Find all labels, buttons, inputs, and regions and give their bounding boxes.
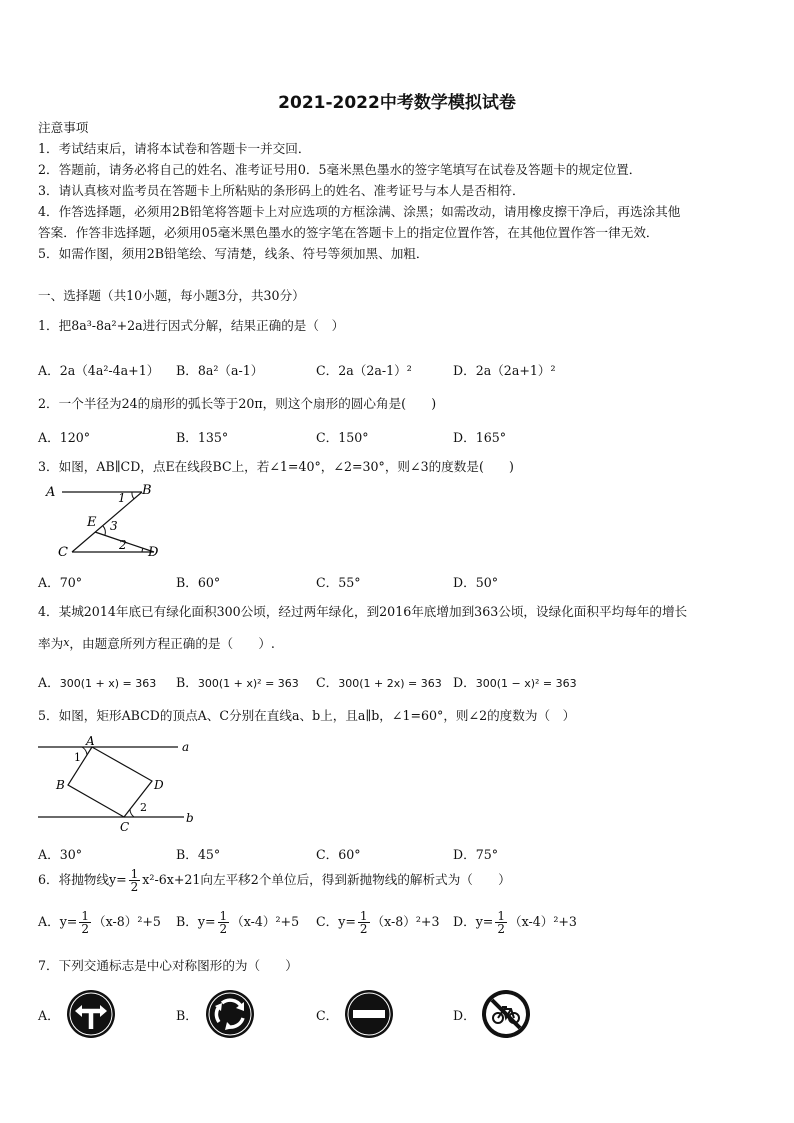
frac-den: 2	[359, 922, 368, 936]
angle-2-label: 2	[140, 801, 147, 814]
label-b: B	[56, 778, 65, 792]
option-prefix: C．y=	[316, 914, 356, 929]
q6-stem-part: 6．将抛物线y=	[38, 872, 127, 887]
option-prefix: D．y=	[453, 914, 494, 929]
no-bicycle-sign-icon[interactable]	[481, 989, 531, 1039]
frac-num: 1	[219, 909, 228, 923]
question-5-stem: 5．如图，矩形ABCD的顶点A、C分别在直线a、b上，且a∥b，∠1=60°，则∠2的度数为（ ）	[38, 708, 576, 723]
q1-option-b[interactable]: B．8a²（a-1）	[176, 363, 264, 378]
option-equation: 300(1 + x) = 363	[59, 677, 157, 690]
notice-item: 3．请认真核对监考员在答题卡上所粘贴的条形码上的姓名、准考证号与本人是否相符．	[38, 183, 525, 198]
question-4-stem: 4．某城2014年底已有绿化面积300公顷，经过两年绿化，到2016年底增加到363公顷，设绿化面积平均每年的增长	[38, 604, 688, 619]
frac-den: 2	[81, 922, 89, 936]
q1-option-d[interactable]: D．2a（2a+1）²	[453, 363, 556, 378]
q5-option-a[interactable]: A．30°	[38, 847, 83, 862]
option-suffix: （x-4）²+5	[231, 914, 300, 929]
q7-option-b-letter[interactable]: B．	[176, 1008, 198, 1023]
q6-option-a[interactable]	[38, 910, 161, 935]
notice-item: 4．作答选择题，必须用2B铅笔将答题卡上对应选项的方框涂满、涂黑；如需改动，请用橡皮擦干净后，再选涂其他	[38, 204, 681, 219]
label-c: C	[58, 545, 68, 560]
option-letter: A．	[38, 675, 60, 690]
option-prefix: B．y=	[176, 914, 216, 929]
notice-item: 答案．作答非选择题，必须用05毫米黑色墨水的签字笔在答题卡上的指定位置作答，在其他位置作答一律无效．	[38, 225, 659, 240]
section-heading: 一、选择题（共10小题，每小题3分，共30分）	[38, 288, 305, 303]
q3-option-a[interactable]: A．70°	[38, 575, 83, 590]
option-letter: C．	[316, 675, 339, 690]
q4-variable: x	[63, 636, 70, 649]
question-3-stem: 3．如图，AB∥CD，点E在线段BC上，若∠1=40°，∠2=30°，则∠3的度数是( )	[38, 459, 514, 474]
notice-heading: 注意事项	[38, 120, 89, 135]
q4-stem-part: ，由题意所列方程正确的是（ ）.	[69, 636, 275, 651]
figure-parallel-lines	[38, 480, 168, 562]
frac-num: 1	[130, 867, 139, 881]
q5-option-d[interactable]: D．75°	[453, 847, 499, 862]
q6-option-d[interactable]	[453, 910, 577, 935]
notice-item: 2．答题前，请务必将自己的姓名、准考证号用0．5毫米黑色墨水的签字笔填写在试卷及答题卡的规定位置．	[38, 162, 642, 177]
q5-option-c[interactable]: C．60°	[316, 847, 361, 862]
q3-option-d[interactable]: D．50°	[453, 575, 499, 590]
roundabout-sign-icon[interactable]	[205, 989, 255, 1039]
q3-option-c[interactable]: C．55°	[316, 575, 361, 590]
q7-option-a-letter[interactable]: A．	[38, 1008, 60, 1023]
frac-num: 1	[497, 909, 505, 923]
figure-rectangle-parallel	[34, 733, 200, 833]
option-equation: 300(1 + 2x) = 363	[338, 677, 442, 690]
q2-option-d[interactable]: D．165°	[453, 430, 507, 445]
page-title: 2021-2022中考数学模拟试卷	[278, 93, 516, 113]
q7-option-c-letter[interactable]: C．	[316, 1008, 339, 1023]
q7-option-d-letter[interactable]: D．	[453, 1008, 476, 1023]
option-letter: D．	[453, 675, 476, 690]
q2-option-b[interactable]: B．135°	[176, 430, 229, 445]
frac-den: 2	[219, 922, 228, 936]
frac-den: 2	[497, 922, 505, 936]
line-a-label: a	[182, 740, 190, 754]
q5-option-b[interactable]: B．45°	[176, 847, 221, 862]
q4-option-b[interactable]	[176, 672, 299, 691]
option-letter: B．	[176, 675, 198, 690]
label-a: A	[46, 485, 56, 500]
frac-den: 2	[130, 880, 139, 894]
fraction-one-half	[495, 910, 507, 935]
label-b: B	[142, 483, 152, 498]
frac-num: 1	[359, 909, 368, 923]
label-a: A	[86, 734, 95, 748]
option-suffix: （x-8）²+3	[371, 914, 440, 929]
question-6-stem	[38, 868, 511, 893]
question-2-stem: 2．一个半径为24的扇形的弧长等于20π，则这个扇形的圆心角是( )	[38, 396, 437, 411]
option-prefix: A．y=	[38, 914, 78, 929]
q1-option-a[interactable]: A．2a（4a²-4a+1）	[38, 363, 160, 378]
q2-option-a[interactable]: A．120°	[38, 430, 91, 445]
q6-stem-part: x²-6x+21向左平移2个单位后，得到新抛物线的解析式为（ ）	[142, 872, 511, 887]
question-4-stem-cont	[38, 635, 275, 652]
q1-option-c[interactable]: C．2a（2a-1）²	[316, 363, 412, 378]
label-d: D	[154, 778, 164, 792]
q4-option-d[interactable]	[453, 672, 577, 691]
label-e: E	[87, 515, 97, 530]
turn-left-right-sign-icon[interactable]	[66, 989, 116, 1039]
question-7-stem: 7．下列交通标志是中心对称图形的为（ ）	[38, 958, 298, 973]
angle-3-label: 3	[110, 519, 118, 533]
fraction-one-half	[218, 910, 230, 935]
frac-num: 1	[81, 909, 89, 923]
q4-option-c[interactable]	[316, 672, 442, 691]
angle-1-label: 1	[74, 751, 81, 764]
option-equation: 300(1 − x)² = 363	[475, 677, 577, 690]
q4-stem-part: 率为	[38, 636, 64, 651]
notice-item: 5．如需作图，须用2B铅笔绘、写清楚，线条、符号等须加黑、加粗．	[38, 246, 429, 261]
q2-option-c[interactable]: C．150°	[316, 430, 369, 445]
label-d: D	[148, 545, 159, 560]
q6-option-c[interactable]	[316, 910, 440, 935]
angle-1-label: 1	[118, 491, 126, 505]
fraction-one-half	[129, 868, 141, 893]
label-c: C	[120, 820, 130, 833]
option-suffix: （x-8）²+5	[93, 914, 161, 929]
q6-option-b[interactable]	[176, 910, 299, 935]
option-equation: 300(1 + x)² = 363	[197, 677, 299, 690]
q4-option-a[interactable]	[38, 672, 156, 691]
fraction-one-half	[79, 910, 91, 935]
fraction-one-half	[358, 910, 370, 935]
q3-option-b[interactable]: B．60°	[176, 575, 221, 590]
line-b-label: b	[186, 811, 194, 825]
question-1-stem: 1．把8a³-8a²+2a进行因式分解，结果正确的是（ ）	[38, 318, 345, 333]
notice-item: 1．考试结束后，请将本试卷和答题卡一并交回．	[38, 141, 311, 156]
no-entry-sign-icon[interactable]	[344, 989, 394, 1039]
angle-2-label: 2	[119, 538, 127, 552]
option-suffix: （x-4）²+3	[509, 914, 577, 929]
